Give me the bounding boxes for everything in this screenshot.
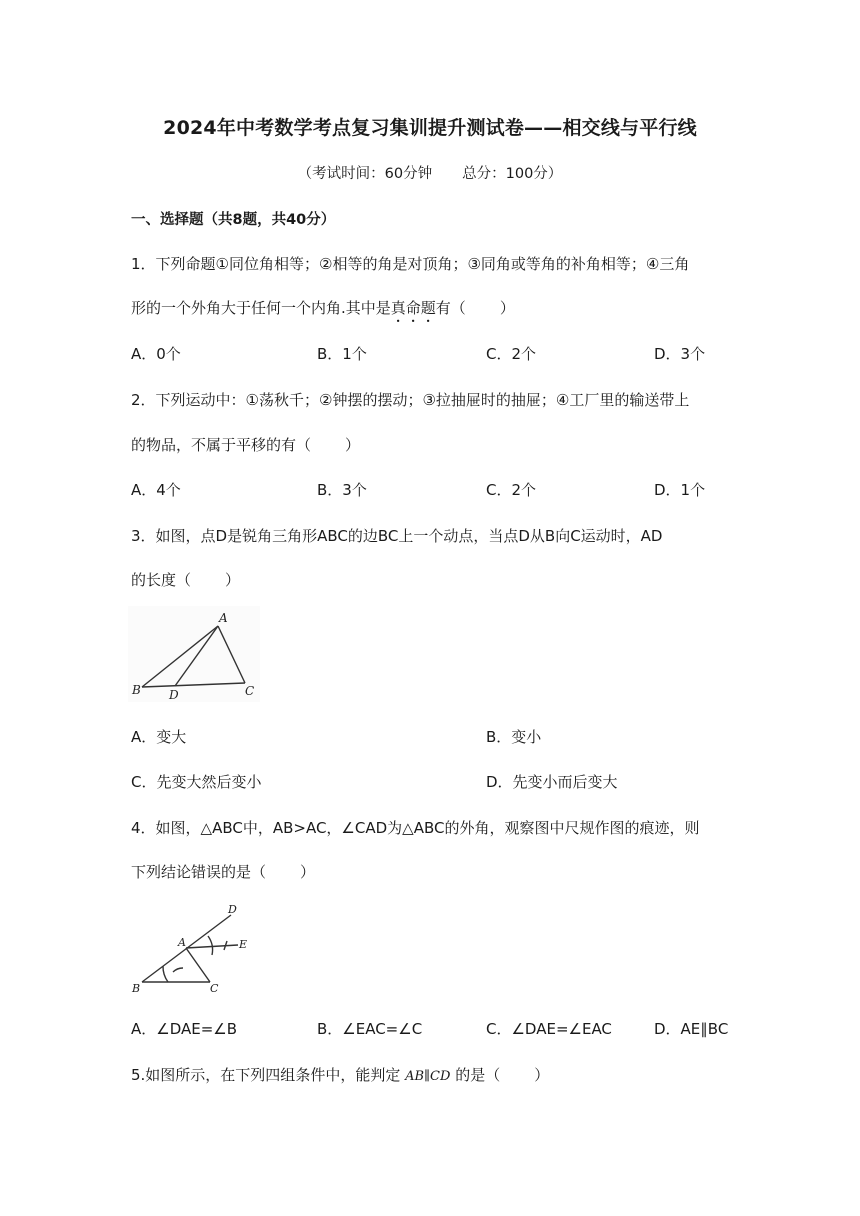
q4-label-d: D bbox=[228, 903, 237, 916]
q4-option-b[interactable]: B．∠EAC=∠C bbox=[317, 1020, 423, 1038]
q4-option-a[interactable]: A．∠DAE=∠B bbox=[131, 1020, 238, 1038]
q2-option-c[interactable]: C．2个 bbox=[486, 481, 537, 499]
q1-option-a[interactable]: A．0个 bbox=[131, 345, 181, 363]
q5-text-line1: 5.如图所示，在下列四组条件中，能判定 AB∥CD 的是（ ） bbox=[131, 1066, 550, 1084]
q4-arc-a bbox=[208, 936, 213, 955]
q4-construction-figure bbox=[128, 900, 260, 996]
q3-text-line1: 3．如图，点D是锐角三角形ABC的边BC上一个动点，当点D从B向C运动时，AD bbox=[131, 527, 663, 545]
q2-text-line1: 2．下列运动中：①荡秋千；②钟摆的摆动；③拉抽屉时的抽屉；④工厂里的输送带上 bbox=[131, 391, 690, 409]
q3-label-c: C bbox=[245, 684, 255, 698]
q4-arc-b-small bbox=[173, 968, 183, 972]
q1-option-d[interactable]: D．3个 bbox=[654, 345, 706, 363]
q3-option-c[interactable]: C．先变大然后变小 bbox=[131, 773, 262, 791]
q4-option-c[interactable]: C．∠DAE=∠EAC bbox=[486, 1020, 612, 1038]
exam-time: （考试时间：60分钟 bbox=[297, 166, 433, 182]
q1-option-c[interactable]: C．2个 bbox=[486, 345, 537, 363]
q2-option-d[interactable]: D．1个 bbox=[654, 481, 706, 499]
q4-text-line1: 4．如图，△ABC中，AB>AC，∠CAD为△ABC的外角，观察图中尺规作图的痕迹，则 bbox=[131, 819, 700, 837]
section-heading-choice: 一、选择题（共8题，共40分） bbox=[131, 212, 336, 228]
q3-label-d: D bbox=[169, 688, 179, 702]
q4-label-e: E bbox=[239, 938, 248, 951]
q2-text-line2: 的物品，不属于平移的有（ ） bbox=[131, 436, 361, 454]
q5-math-condition: AB∥CD bbox=[405, 1069, 451, 1084]
page-title: 2024年中考数学考点复习集训提升测试卷——相交线与平行线 bbox=[163, 117, 697, 139]
exam-total-score: 总分：100分） bbox=[462, 166, 563, 182]
q3-text-line2: 的长度（ ） bbox=[131, 571, 241, 589]
q4-label-b: B bbox=[132, 982, 141, 995]
q4-label-a: A bbox=[178, 936, 186, 949]
q1-text-line2: 形的一个外角大于任何一个内角.其中是真命题有（ ） bbox=[131, 299, 515, 317]
q2-option-b[interactable]: B．3个 bbox=[317, 481, 367, 499]
q4-arc-b bbox=[163, 966, 168, 982]
q2-option-a[interactable]: A．4个 bbox=[131, 481, 181, 499]
q3-label-a: A bbox=[219, 611, 228, 625]
q3-option-b[interactable]: B．变小 bbox=[486, 728, 542, 746]
q4-text-line2: 下列结论错误的是（ ） bbox=[131, 863, 316, 881]
q3-label-b: B bbox=[132, 683, 141, 697]
q3-triangle-figure bbox=[128, 606, 260, 702]
q4-segment-ac bbox=[186, 948, 210, 982]
q1-option-b[interactable]: B．1个 bbox=[317, 345, 367, 363]
q3-option-d[interactable]: D．先变小而后变大 bbox=[486, 773, 618, 791]
q1-emphasis: 真命题 bbox=[390, 299, 436, 317]
q4-label-c: C bbox=[210, 982, 219, 995]
q4-option-d[interactable]: D．AE∥BC bbox=[654, 1020, 729, 1038]
q3-option-a[interactable]: A．变大 bbox=[131, 728, 187, 746]
exam-info bbox=[0, 162, 860, 183]
q1-text-line1: 1．下列命题①同位角相等；②相等的角是对顶角；③同角或等角的补角相等；④三角 bbox=[131, 255, 690, 273]
